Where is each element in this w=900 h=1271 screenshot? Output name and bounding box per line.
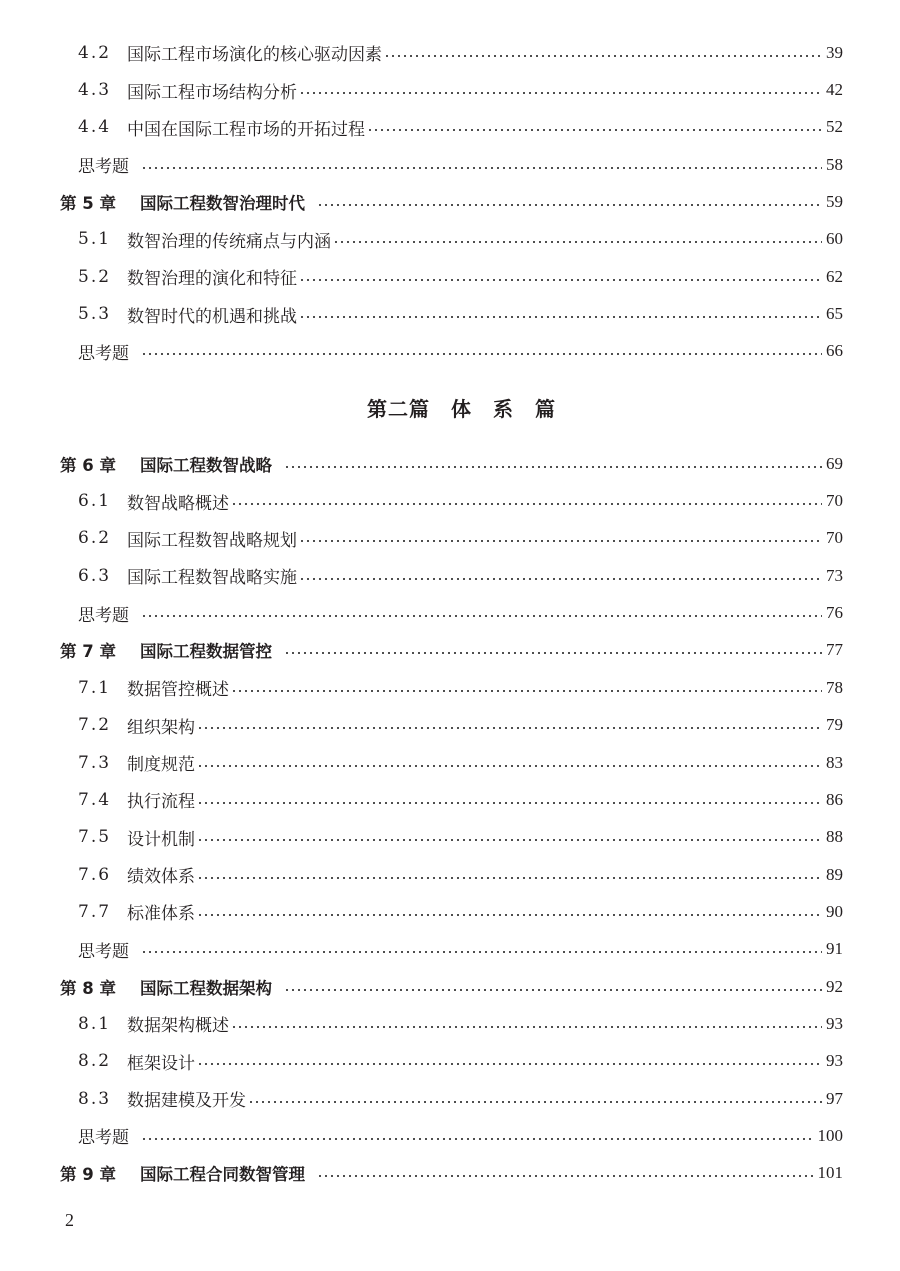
dot-leader bbox=[299, 91, 822, 95]
entry-page: 65 bbox=[826, 304, 843, 324]
entry-number: 7.1 bbox=[78, 677, 112, 698]
entry-title: 思考题 bbox=[78, 941, 129, 962]
toc-entry-chapter[interactable] bbox=[60, 183, 843, 220]
entry-page: 62 bbox=[826, 266, 843, 286]
entry-number: 4.2 bbox=[78, 42, 112, 63]
entry-number: 8.2 bbox=[78, 1051, 112, 1072]
entry-page: 70 bbox=[826, 491, 843, 511]
entry-page: 52 bbox=[826, 117, 843, 137]
entry-number: 8.3 bbox=[78, 1088, 112, 1109]
entry-number: 第 7 章 bbox=[60, 642, 116, 662]
toc-entry-section[interactable] bbox=[60, 856, 843, 893]
toc-entry-section[interactable] bbox=[60, 1005, 843, 1042]
dot-leader bbox=[299, 577, 822, 581]
toc-entry-section[interactable] bbox=[60, 744, 843, 781]
entry-title: 国际工程市场结构分析 bbox=[127, 82, 297, 103]
entry-title: 数据管控概述 bbox=[127, 680, 229, 701]
dot-leader bbox=[333, 240, 822, 244]
toc-entry-section[interactable] bbox=[60, 1043, 843, 1080]
toc-entry-exercise[interactable] bbox=[60, 931, 843, 968]
toc-entry-section[interactable] bbox=[60, 71, 843, 108]
entry-number: 4.3 bbox=[78, 80, 112, 101]
entry-title: 国际工程数智战略规划 bbox=[127, 530, 297, 551]
dot-leader bbox=[141, 352, 822, 356]
entry-page: 88 bbox=[826, 827, 843, 847]
toc-entry-section[interactable] bbox=[60, 557, 843, 594]
entry-title: 国际工程数据管控 bbox=[140, 642, 272, 662]
entry-number: 第 5 章 bbox=[60, 194, 116, 214]
dot-leader bbox=[141, 166, 822, 170]
toc-entry-section[interactable] bbox=[60, 781, 843, 818]
entry-page: 93 bbox=[826, 1013, 843, 1033]
entry-title: 数智治理的演化和特征 bbox=[127, 269, 297, 290]
entry-page: 66 bbox=[826, 341, 843, 361]
entry-number: 5.3 bbox=[78, 304, 112, 325]
dot-leader bbox=[197, 801, 822, 805]
entry-title: 数智治理的传统痛点与内涵 bbox=[127, 231, 331, 252]
entry-page: 92 bbox=[826, 976, 843, 996]
toc-entry-section[interactable] bbox=[60, 34, 843, 71]
dot-leader bbox=[197, 1062, 822, 1066]
toc-entry-exercise[interactable] bbox=[60, 594, 843, 631]
entry-page: 101 bbox=[817, 1163, 843, 1183]
dot-leader bbox=[141, 950, 822, 954]
toc-entry-section[interactable] bbox=[60, 669, 843, 706]
entry-page: 100 bbox=[817, 1125, 843, 1145]
dot-leader bbox=[317, 1174, 814, 1178]
toc-entry-section[interactable] bbox=[60, 707, 843, 744]
entry-number: 7.4 bbox=[78, 789, 112, 810]
dot-leader bbox=[197, 876, 822, 880]
dot-leader bbox=[141, 614, 822, 618]
entry-title: 国际工程数智战略实施 bbox=[127, 568, 297, 589]
toc-entry-chapter[interactable] bbox=[60, 445, 843, 482]
part-heading: 第二篇 体 系 篇 bbox=[367, 397, 556, 422]
entry-title: 执行流程 bbox=[127, 792, 195, 813]
dot-leader bbox=[231, 502, 822, 506]
dot-leader bbox=[197, 764, 822, 768]
entry-page: 76 bbox=[826, 603, 843, 623]
entry-number: 8.1 bbox=[78, 1013, 112, 1034]
dot-leader bbox=[299, 315, 822, 319]
entry-page: 39 bbox=[826, 42, 843, 62]
entry-title: 数据建模及开发 bbox=[127, 1091, 246, 1112]
entry-page: 86 bbox=[826, 789, 843, 809]
dot-leader bbox=[197, 838, 822, 842]
toc-entry-section[interactable] bbox=[60, 893, 843, 930]
entry-page: 90 bbox=[826, 901, 843, 921]
dot-leader bbox=[284, 465, 822, 469]
entry-number: 6.3 bbox=[78, 565, 112, 586]
entry-title: 绩效体系 bbox=[127, 867, 195, 888]
dot-leader bbox=[231, 689, 822, 693]
entry-number: 5.1 bbox=[78, 229, 112, 250]
entry-title: 思考题 bbox=[78, 343, 129, 364]
dot-leader bbox=[367, 128, 822, 132]
toc-entry-exercise[interactable] bbox=[60, 1117, 843, 1154]
toc-entry-section[interactable] bbox=[60, 482, 843, 519]
entry-page: 78 bbox=[826, 677, 843, 697]
entry-title: 国际工程合同数智管理 bbox=[140, 1165, 305, 1185]
dot-leader bbox=[317, 203, 822, 207]
dot-leader bbox=[299, 278, 822, 282]
entry-page: 60 bbox=[826, 229, 843, 249]
entry-title: 国际工程市场演化的核心驱动因素 bbox=[127, 45, 382, 66]
page-number: 2 bbox=[65, 1210, 74, 1230]
entry-page: 97 bbox=[826, 1088, 843, 1108]
entry-title: 国际工程数智战略 bbox=[140, 455, 272, 475]
toc-entry-section[interactable] bbox=[60, 295, 843, 332]
toc-entry-exercise[interactable] bbox=[60, 146, 843, 183]
dot-leader bbox=[284, 651, 822, 655]
entry-title: 国际工程数智治理时代 bbox=[140, 194, 305, 214]
dot-leader bbox=[384, 54, 822, 58]
toc-entry-section[interactable] bbox=[60, 258, 843, 295]
entry-number: 7.3 bbox=[78, 752, 112, 773]
entry-title: 数智战略概述 bbox=[127, 493, 229, 514]
entry-page: 83 bbox=[826, 752, 843, 772]
entry-title: 标准体系 bbox=[127, 904, 195, 925]
toc-entry-chapter[interactable] bbox=[60, 1155, 843, 1192]
entry-title: 思考题 bbox=[78, 605, 129, 626]
entry-title: 思考题 bbox=[78, 157, 129, 178]
entry-number: 7.5 bbox=[78, 827, 112, 848]
toc-entry-section[interactable] bbox=[60, 520, 843, 557]
entry-title: 组织架构 bbox=[127, 717, 195, 738]
entry-number: 第 8 章 bbox=[60, 978, 116, 998]
entry-number: 第 9 章 bbox=[60, 1165, 116, 1185]
dot-leader bbox=[284, 988, 822, 992]
toc-entry-section[interactable] bbox=[60, 109, 843, 146]
entry-page: 77 bbox=[826, 640, 843, 660]
toc-entry-section[interactable] bbox=[60, 1080, 843, 1117]
dot-leader bbox=[248, 1100, 822, 1104]
entry-page: 59 bbox=[826, 192, 843, 212]
table-of-contents bbox=[60, 34, 843, 1192]
entry-number: 第 6 章 bbox=[60, 455, 116, 475]
entry-page: 70 bbox=[826, 528, 843, 548]
entry-page: 69 bbox=[826, 453, 843, 473]
dot-leader bbox=[197, 726, 822, 730]
dot-leader bbox=[231, 1025, 822, 1029]
entry-title: 中国在国际工程市场的开拓过程 bbox=[127, 119, 365, 140]
dot-leader bbox=[197, 913, 822, 917]
entry-number: 6.1 bbox=[78, 491, 112, 512]
entry-title: 框架设计 bbox=[127, 1053, 195, 1074]
entry-title: 设计机制 bbox=[127, 829, 195, 850]
entry-number: 7.6 bbox=[78, 864, 112, 885]
entry-page: 42 bbox=[826, 80, 843, 100]
toc-entry-section[interactable] bbox=[60, 221, 843, 258]
toc-entry-chapter[interactable] bbox=[60, 968, 843, 1005]
entry-title: 思考题 bbox=[78, 1128, 129, 1149]
entry-number: 5.2 bbox=[78, 266, 112, 287]
entry-title: 制度规范 bbox=[127, 755, 195, 776]
toc-entry-chapter[interactable] bbox=[60, 632, 843, 669]
entry-number: 6.2 bbox=[78, 528, 112, 549]
entry-number: 7.2 bbox=[78, 715, 112, 736]
entry-number: 4.4 bbox=[78, 117, 112, 138]
entry-page: 79 bbox=[826, 715, 843, 735]
entry-title: 数智时代的机遇和挑战 bbox=[127, 306, 297, 327]
toc-entry-section[interactable] bbox=[60, 819, 843, 856]
entry-title: 国际工程数据架构 bbox=[140, 978, 272, 998]
entry-page: 58 bbox=[826, 154, 843, 174]
entry-page: 91 bbox=[826, 939, 843, 959]
entry-number: 7.7 bbox=[78, 901, 112, 922]
entry-page: 89 bbox=[826, 864, 843, 884]
dot-leader bbox=[141, 1137, 814, 1141]
entry-title: 数据架构概述 bbox=[127, 1016, 229, 1037]
dot-leader bbox=[299, 539, 822, 543]
toc-entry-exercise[interactable] bbox=[60, 333, 843, 370]
entry-page: 73 bbox=[826, 565, 843, 585]
entry-page: 93 bbox=[826, 1051, 843, 1071]
